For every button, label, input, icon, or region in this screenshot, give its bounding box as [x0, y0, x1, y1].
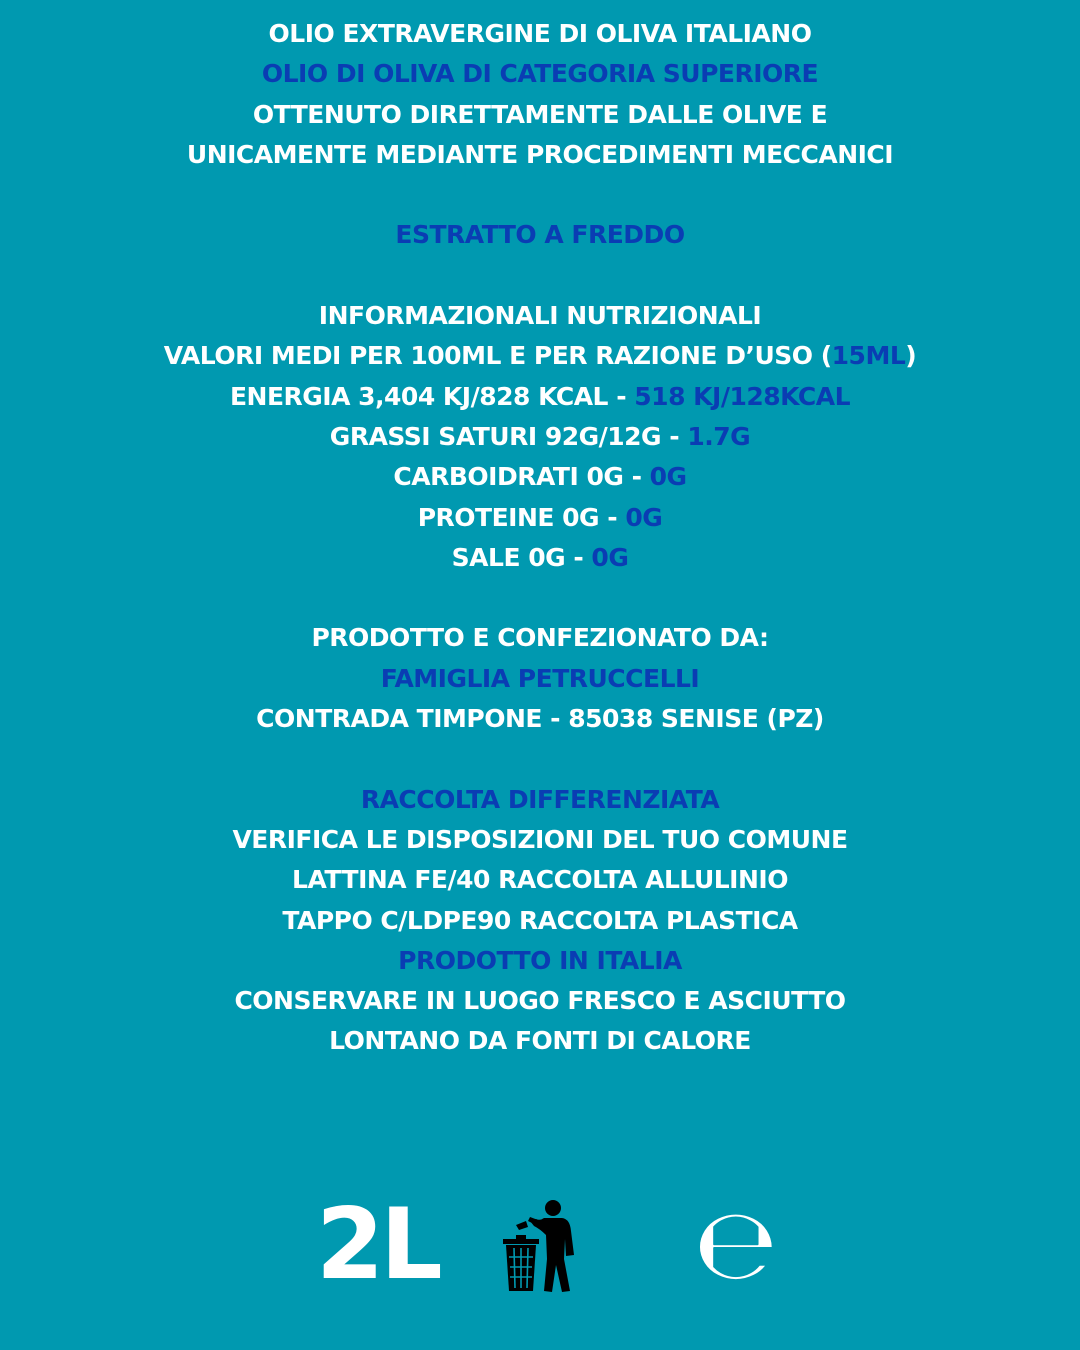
- protein-per-100ml: PROTEINE 0G -: [417, 502, 626, 532]
- storage-line-1: CONSERVARE IN LUOGO FRESCO E ASCIUTTO: [234, 986, 846, 1016]
- nutrition-protein: [0, 498, 1080, 538]
- nutrition-title: INFORMAZIONALI NUTRIZIONALI: [318, 301, 762, 331]
- storage-line-2: LONTANO DA FONTI DI CALORE: [329, 1026, 751, 1056]
- label-line-product-name: OLIO EXTRAVERGINE DI OLIVA ITALIANO: [268, 19, 812, 48]
- nutrition-values-close: ): [905, 341, 917, 371]
- tidy-man-icon-graphic: [500, 1199, 580, 1293]
- nutrition-saturated-fat: [0, 417, 1080, 457]
- product-label: [0, 14, 1080, 1062]
- salt-per-serving: 0G: [591, 542, 629, 572]
- recycling-title: RACCOLTA DIFFERENZIATA: [360, 784, 720, 814]
- spacer: [0, 175, 1080, 215]
- spacer: [0, 256, 1080, 296]
- carb-per-serving: 0G: [649, 462, 687, 492]
- label-line-category: OLIO DI OLIVA DI CATEGORIA SUPERIORE: [261, 59, 819, 89]
- recycling-line-1: VERIFICA LE DISPOSIZIONI DEL TUO COMUNE: [232, 824, 848, 854]
- label-footer: [0, 1188, 1080, 1302]
- producer-title: PRODOTTO E CONFEZIONATO DA:: [311, 623, 769, 653]
- label-line-description-2: UNICAMENTE MEDIANTE PROCEDIMENTI MECCANICI: [186, 139, 894, 169]
- producer-name: FAMIGLIA PETRUCCELLI: [380, 663, 700, 693]
- nutrition-salt: [0, 538, 1080, 578]
- volume-mark: 2L: [316, 1188, 439, 1302]
- producer-address: CONTRADA TIMPONE - 85038 SENISE (PZ): [256, 704, 824, 734]
- spacer: [0, 578, 1080, 618]
- recycling-line-3: TAPPO C/LDPE90 RACCOLTA PLASTICA: [282, 905, 798, 935]
- label-line-description-1: OTTENUTO DIRETTAMENTE DALLE OLIVE E: [252, 99, 828, 129]
- estimated-sign-mark: ℮: [694, 1188, 778, 1302]
- spacer: [0, 739, 1080, 779]
- origin-line: PRODOTTO IN ITALIA: [398, 945, 682, 975]
- nutrition-values-header: [0, 336, 1080, 376]
- protein-per-serving: 0G: [625, 502, 663, 532]
- serving-size: 15ML: [831, 341, 906, 371]
- label-line-cold-extracted: ESTRATTO A FREDDO: [395, 220, 685, 250]
- fat-per-100ml: GRASSI SATURI 92G/12G -: [329, 421, 688, 451]
- fat-per-serving: 1.7G: [687, 421, 751, 451]
- recycling-line-2: LATTINA FE/40 RACCOLTA ALLULINIO: [292, 865, 788, 895]
- nutrition-values-text: VALORI MEDI PER 100ML E PER RAZIONE D’USO (: [163, 341, 832, 371]
- nutrition-carbohydrates: [0, 457, 1080, 497]
- carb-per-100ml: CARBOIDRATI 0G -: [393, 462, 650, 492]
- nutrition-energy: [0, 377, 1080, 417]
- tidy-man-icon: [500, 1199, 580, 1293]
- salt-per-100ml: SALE 0G -: [451, 542, 592, 572]
- energy-per-serving: 518 KJ/128KCAL: [634, 381, 851, 411]
- energy-per-100ml: ENERGIA 3,404 KJ/828 KCAL -: [229, 381, 635, 411]
